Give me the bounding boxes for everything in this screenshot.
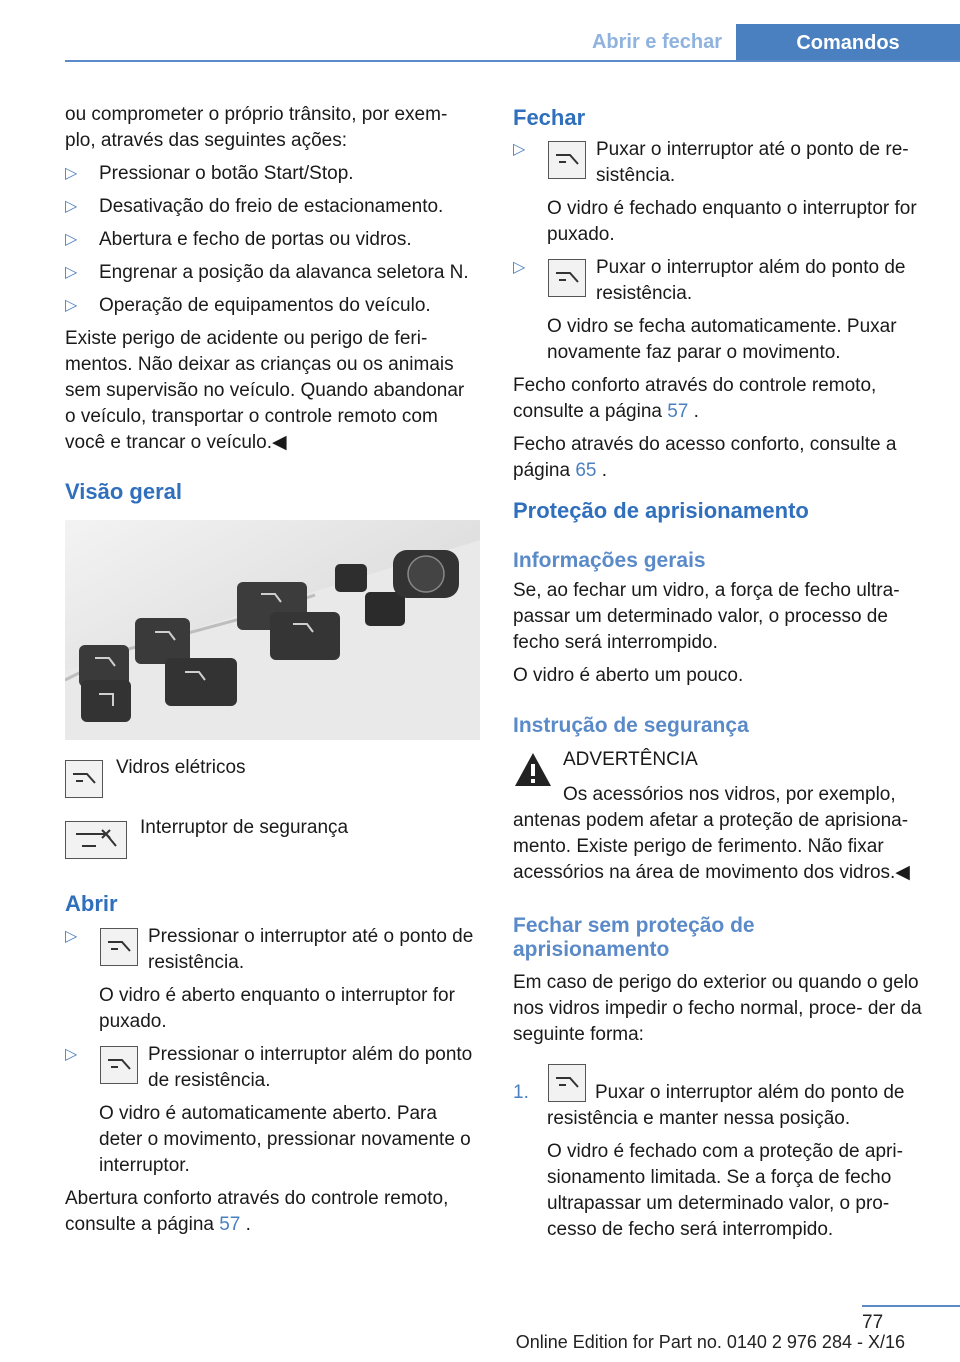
tab-abrir-e-fechar[interactable]: Abrir e fechar (591, 31, 723, 53)
close-result-2: O vidro se fecha automaticamente. Puxar novamente faz parar o movimento. (547, 316, 897, 363)
triangle-right-icon: ▷ (65, 1046, 78, 1063)
legend-windows (65, 760, 103, 803)
triangle-right-icon: ▷ (65, 165, 78, 182)
window-switch-icon (548, 1064, 586, 1102)
general-p2: O vidro é aberto um pouco. (513, 665, 744, 686)
warning-text: Os acessórios nos vidros, por exemplo, antenas podem afetar a proteção de aprisiona- mento. Existe perigo de ferimento. Não fixar acessórios na área de movimento dos vidros.◀ (513, 784, 910, 883)
no-protection-heading: Fechar sem proteção de aprisionamento (513, 914, 755, 961)
legend-safety-label: Interruptor de segurança (140, 817, 349, 838)
no-protection-section (513, 970, 928, 1055)
safety-instruction-heading: Instrução de segurança (513, 714, 749, 737)
no-protection-intro: Em caso de perigo do exterior ou quando o gelo nos vidros impedir o fecho normal, proce- der da seguinte forma: (513, 972, 922, 1045)
general-p1: Se, ao fechar um vidro, a força de fecho ultra- passar um determinado valor, o processo de fecho será interrompido. (513, 580, 900, 653)
protection-heading: Proteção de aprisionamento (513, 498, 809, 523)
list-item: ▷ Abertura e fecho de portas ou vidros. (65, 227, 480, 253)
list-item: ▷ Pressionar o interruptor além do ponto de resistência. (65, 1044, 473, 1091)
list-item (513, 1064, 928, 1243)
open-heading: Abrir (65, 891, 118, 916)
comfort-close-text: Fecho conforto através do controle remoto, consulte a página 57 . (513, 375, 877, 422)
comfort-open-text: Abertura conforto através do controle remoto, consulte a página 57 . (65, 1188, 449, 1235)
header-divider (65, 60, 960, 62)
step-result: O vidro é fechado com a proteção de apri- sionamento limitada. Se a força de fecho ultrapassar um determinado valor, o pro- cesso de fecho será interrompido. (547, 1141, 903, 1240)
triangle-right-icon: ▷ (65, 198, 78, 215)
left-column (65, 102, 480, 463)
triangle-right-icon: ▷ (513, 141, 526, 158)
comfort-access-text: Fecho através do acesso conforto, consulte a página 65 . (513, 434, 897, 481)
list-item: ▷ Desativação do freio de estacionamento. (65, 194, 480, 220)
window-switch-icon (65, 760, 103, 798)
open-section (65, 924, 480, 1245)
list-item: ▷ Engrenar a posição da alavanca seletora N. (65, 260, 480, 286)
edition-footer: Online Edition for Part no. 0140 2 976 284 - X/16 (515, 1332, 905, 1352)
list-item: ▷ Puxar o interruptor até o ponto de re- sistência. (513, 139, 909, 186)
window-controls-photo (65, 520, 480, 740)
page-link[interactable]: 57 (667, 401, 689, 422)
triangle-right-icon: ▷ (65, 264, 78, 281)
step-number: 1. (513, 1082, 529, 1103)
close-heading: Fechar (513, 105, 586, 130)
triangle-right-icon: ▷ (65, 297, 78, 314)
close-section (513, 137, 928, 491)
close-result-1: O vidro é fechado enquanto o interruptor for puxado. (547, 198, 917, 245)
page-link[interactable]: 65 (575, 460, 597, 481)
window-switch-icon (548, 141, 586, 179)
list-item: ▷ Pressionar o botão Start/Stop. (65, 161, 480, 187)
step-action: Puxar o interruptor além do ponto de resistência e manter nessa posição. (547, 1082, 905, 1129)
overview-heading: Visão geral (65, 479, 182, 504)
open-result-1: O vidro é aberto enquanto o interruptor for puxado. (99, 985, 455, 1032)
intro-text: ou comprometer o próprio trânsito, por exem- plo, através das seguintes ações: (65, 104, 448, 151)
triangle-right-icon: ▷ (513, 259, 526, 276)
tab-comandos[interactable]: Comandos (736, 24, 960, 62)
footer-divider (862, 1305, 960, 1307)
page-number: 77 (862, 1312, 884, 1333)
general-info-heading: Informações gerais (513, 549, 706, 572)
warning-section (513, 782, 928, 893)
triangle-right-icon: ▷ (65, 231, 78, 248)
general-info-section (513, 578, 928, 696)
triangle-right-icon: ▷ (65, 928, 78, 945)
window-switch-icon (100, 1046, 138, 1084)
list-item: ▷ Puxar o interruptor além do ponto de resistência. (513, 257, 906, 304)
list-item: ▷ Operação de equipamentos do veículo. (65, 293, 480, 319)
step-list (513, 1064, 928, 1250)
window-switch-icon (548, 259, 586, 297)
list-item: ▷ Pressionar o interruptor até o ponto de resistência. (65, 926, 474, 973)
safety-switch-icon (65, 821, 127, 859)
warning-title: ADVERTÊNCIA (563, 749, 698, 770)
page-link[interactable]: 57 (219, 1214, 241, 1235)
legend-windows-label: Vidros elétricos (116, 757, 246, 778)
danger-text: Existe perigo de acidente ou perigo de feri- mentos. Não deixar as crianças ou os animais sem supervisão no veículo. Quando abandonar o veículo, transportar o controle remoto com você e trancar o veículo.◀ (65, 328, 465, 453)
open-result-2: O vidro é automaticamente aberto. Para deter o movimento, pressionar novamente o interruptor. (99, 1103, 471, 1176)
window-switch-icon (100, 928, 138, 966)
